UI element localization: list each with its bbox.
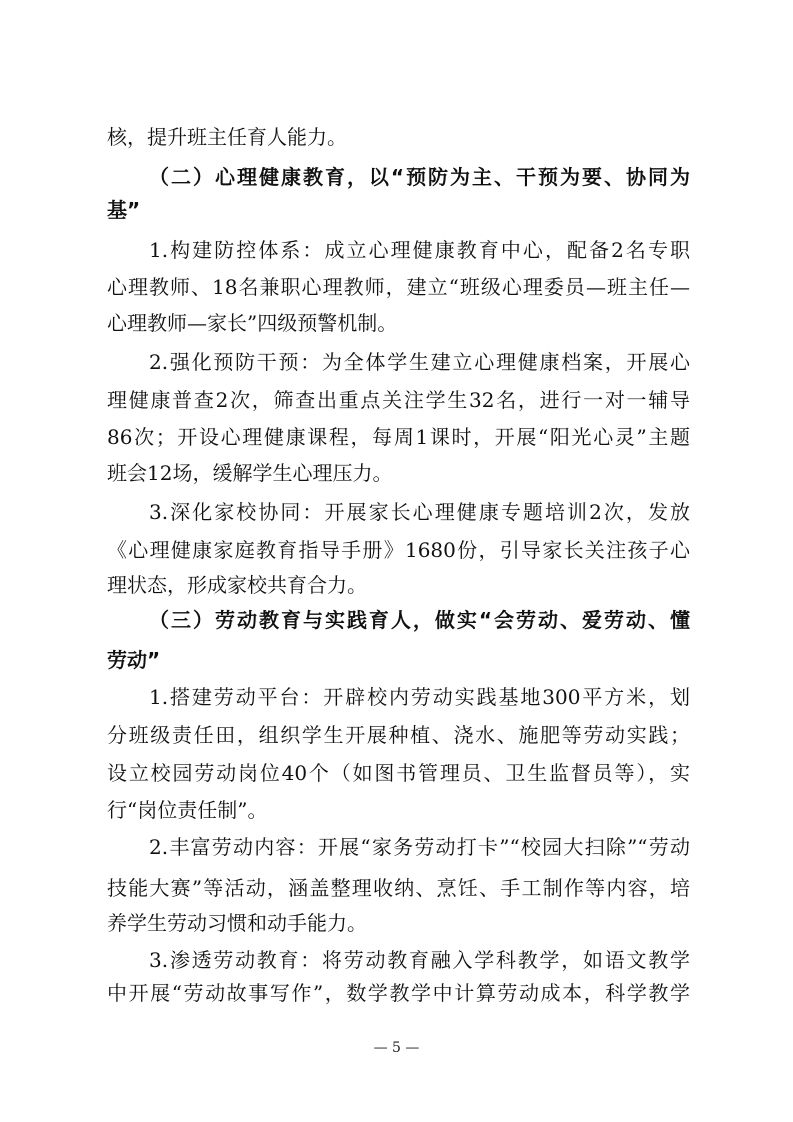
text-line: 行“岗位责任制”。	[107, 798, 268, 822]
section-heading-line: 劳动”	[107, 648, 161, 672]
text-line: 理健康普查2次，筛查出重点关注学生32名，进行一对一辅导	[107, 388, 690, 412]
text-line: 理状态，形成家校共育合力。	[107, 573, 367, 597]
text-line: 技能大赛”等活动，涵盖整理收纳、烹饪、手工制作等内容，培	[107, 876, 690, 900]
section-heading-line: （三）劳动教育与实践育人，做实“会劳动、爱劳动、懂	[149, 608, 690, 632]
text-line: 养学生劳动习惯和动手能力。	[107, 911, 367, 935]
text-line: 2.丰富劳动内容：开展“家务劳动打卡”“校园大扫除”“劳动	[149, 835, 690, 859]
text-line: 2.强化预防干预：为全体学生建立心理健康档案，开展心	[149, 350, 690, 374]
text-line: 1.构建防控体系：成立心理健康教育中心，配备2名专职	[149, 238, 690, 262]
section-heading-line: 基”	[107, 198, 141, 222]
text-line: 中开展“劳动故事写作”，数学教学中计算劳动成本，科学教学	[107, 981, 690, 1005]
text-line: 1.搭建劳动平台：开辟校内劳动实践基地300平方米，划	[149, 685, 690, 709]
text-line: 班会12场，缓解学生心理压力。	[107, 461, 393, 485]
text-line: 3.深化家校协同：开展家长心理健康专题培训2次，发放	[149, 500, 690, 524]
text-line: 《心理健康家庭教育指导手册》1680份，引导家长关注孩子心	[107, 538, 690, 562]
text-line: 心理教师—家长”四级预警机制。	[107, 311, 398, 335]
text-line: 3.渗透劳动教育：将劳动教育融入学科教学，如语文教学	[149, 948, 690, 972]
text-line: 核，提升班主任育人能力。	[107, 125, 347, 149]
text-line: 86次；开设心理健康课程，每周1课时，开展“阳光心灵”主题	[107, 425, 690, 449]
text-line: 设立校园劳动岗位40个（如图书管理员、卫生监督员等），实	[107, 761, 690, 785]
page-number: — 5 —	[373, 1040, 420, 1056]
text-line: 心理教师、18名兼职心理教师，建立“班级心理委员—班主任—	[107, 275, 690, 299]
section-heading-line: （二）心理健康教育，以“预防为主、干预为要、协同为	[149, 165, 690, 189]
text-line: 分班级责任田，组织学生开展种植、浇水、施肥等劳动实践；	[107, 723, 690, 747]
